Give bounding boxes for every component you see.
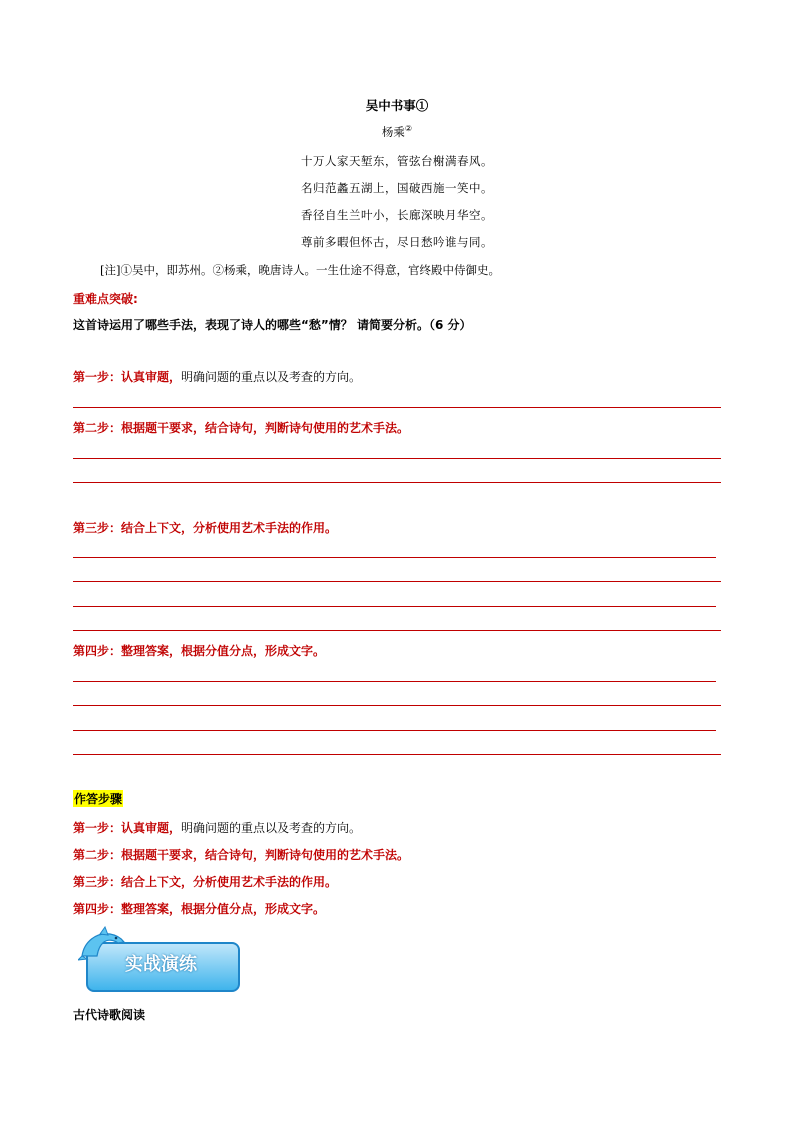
- step-text: 结合上下文，分析使用艺术手法的作用。: [121, 875, 338, 889]
- step-label: 第二步：根据题干要求，结合诗句，: [73, 421, 266, 435]
- step-label: 第二步：根据题干要求，结合诗句，: [73, 848, 266, 862]
- step-text: 明确问题的重点以及考查的方向。: [181, 370, 362, 384]
- section-footer: 古代诗歌阅读: [73, 1008, 146, 1022]
- question-text: 这首诗运用了哪些手法，表现了诗人的哪些“愁”情？ 请简要分析。（6 分）: [73, 318, 472, 332]
- answer-line: [73, 581, 721, 582]
- step-text: 判断诗句使用的艺术手法。: [265, 848, 410, 862]
- answer-line: [73, 754, 721, 755]
- step-two: [73, 419, 409, 436]
- step-text: 明确问题的重点以及考查的方向。: [181, 821, 362, 835]
- step-text: 结合上下文，分析使用艺术手法的作用。: [121, 521, 338, 535]
- answer-line: [73, 730, 716, 731]
- step-one: [73, 368, 361, 385]
- answer-line: [73, 606, 716, 607]
- step-label: 第一步：认真审题，: [73, 370, 182, 384]
- answer-line: [73, 482, 721, 483]
- summary-step-three: [73, 873, 337, 890]
- step-text: 判断诗句使用的艺术手法。: [265, 421, 410, 435]
- summary-step-one: [73, 819, 361, 836]
- poem-line: 名归范蠡五湖上，国破西施一笑中。: [301, 181, 493, 195]
- step-label: 第四步：: [73, 644, 122, 658]
- summary-heading: 作答步骤: [74, 792, 123, 806]
- step-four: [73, 642, 325, 659]
- section-heading: 重难点突破:: [73, 292, 138, 306]
- answer-line: [73, 407, 721, 408]
- summary-step-two: [73, 846, 409, 863]
- step-text: 整理答案，根据分值分点，形成文字。: [121, 902, 326, 916]
- author-footnote-mark: ②: [404, 124, 413, 134]
- practice-banner: [78, 926, 242, 994]
- poem-title: 吴中书事①: [365, 98, 429, 113]
- poem-line: 尊前多暇但怀古，尽日愁吟谁与同。: [301, 235, 493, 249]
- poem-note: [注]①吴中，即苏州。②杨乘，晚唐诗人。一生仕途不得意，官终殿中侍御史。: [100, 263, 500, 277]
- step-three: [73, 519, 337, 536]
- poem-line: 十万人家天堑东，管弦台榭满春风。: [301, 154, 493, 168]
- step-label: 第一步：认真审题，: [73, 821, 182, 835]
- answer-line: [73, 705, 721, 706]
- answer-line: [73, 630, 721, 631]
- step-label: 第四步：: [73, 902, 122, 916]
- author-name: 杨乘: [381, 125, 405, 139]
- banner-label: 实战演练: [125, 954, 197, 975]
- poem-author: [0, 124, 794, 140]
- answer-line: [73, 681, 716, 682]
- summary-step-four: [73, 900, 325, 917]
- step-label: 第三步：: [73, 875, 122, 889]
- poem-line: 香径自生兰叶小，长廊深映月华空。: [301, 208, 493, 222]
- step-text: 整理答案，根据分值分点，形成文字。: [121, 644, 326, 658]
- answer-line: [73, 557, 716, 558]
- answer-line: [73, 458, 721, 459]
- step-label: 第三步：: [73, 521, 122, 535]
